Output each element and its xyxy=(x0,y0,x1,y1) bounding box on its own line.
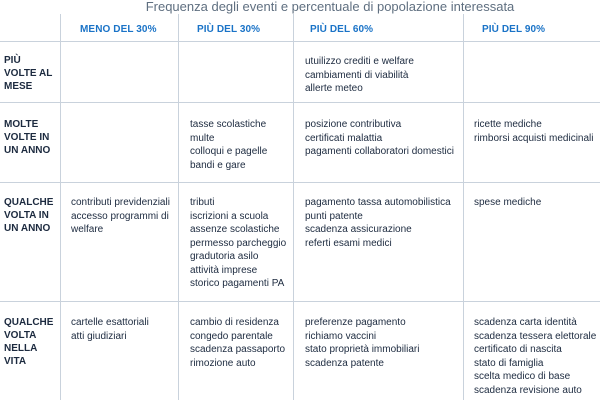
cell-item: pagamenti collaboratori domestici xyxy=(305,146,454,157)
cell-item: utuilizzo crediti e welfare xyxy=(305,56,414,67)
cell-r2-c4 xyxy=(474,118,593,145)
row-label-line: PIÙ xyxy=(4,55,21,66)
cell-item: iscrizioni a scuola xyxy=(190,210,269,222)
cell-item: allerte meteo xyxy=(305,83,363,94)
cell-item: storico pagamenti PA xyxy=(190,278,285,289)
cell-item: spese mediche xyxy=(474,197,542,208)
row-label-line: VOLTA IN xyxy=(4,210,49,221)
cell-item: cartelle esattoriali xyxy=(71,317,149,328)
cell-item: scadenza patente xyxy=(305,357,384,369)
row-label-line: MESE xyxy=(4,81,33,92)
cell-item: scelta medico di base xyxy=(474,371,571,382)
row-divider xyxy=(0,182,600,183)
cell-item: scadenza passaporto xyxy=(190,344,286,355)
cell-item: permesso parcheggio xyxy=(190,237,287,249)
cell-r4-c1 xyxy=(71,316,149,343)
column-divider xyxy=(293,14,294,400)
row-divider xyxy=(0,102,600,103)
cell-item: atti giudiziari xyxy=(71,330,127,342)
row-label-line: UN ANNO xyxy=(4,223,51,234)
row-label-line: UN ANNO xyxy=(4,145,51,156)
cell-item: referti esami medici xyxy=(305,237,392,249)
cell-item: stato di famiglia xyxy=(474,357,544,369)
row-label-line: QUALCHE xyxy=(4,317,54,328)
cell-item: assenze scolastiche xyxy=(190,224,280,235)
cell-r3-c3 xyxy=(305,196,451,250)
row-label-line: VOLTE AL xyxy=(4,68,53,79)
column-header-more-90: PIÙ DEL 90% xyxy=(482,24,546,35)
cell-r3-c2 xyxy=(190,196,286,291)
cell-item: gradutoria asilo xyxy=(190,251,259,262)
column-header-less-30: MENO DEL 30% xyxy=(80,24,157,35)
cell-item: ricette mediche xyxy=(474,119,542,130)
page-title: Frequenza degli eventi e percentuale di popolazione interessata xyxy=(145,0,515,14)
cell-item: scadenza tessera elettorale xyxy=(474,330,597,342)
cell-item: tasse scolastiche xyxy=(190,119,267,130)
row-label-some-times-year xyxy=(4,196,54,235)
row-label-line: MOLTE xyxy=(4,119,39,130)
cell-r2-c2 xyxy=(190,118,267,172)
cell-item: congedo parentale xyxy=(190,330,273,342)
cell-item: rimborsi acquisti medicinali xyxy=(474,132,594,144)
row-label-line: VOLTE IN xyxy=(4,132,50,143)
column-divider xyxy=(60,14,61,400)
cell-item: punti patente xyxy=(305,210,363,222)
row-label-some-times-life xyxy=(4,316,54,368)
cell-r4-c2 xyxy=(190,316,285,370)
cell-r4-c4 xyxy=(474,316,596,397)
cell-r3-c4 xyxy=(474,196,541,210)
row-divider xyxy=(0,301,600,302)
frequency-table xyxy=(0,14,600,400)
cell-item: stato proprietà immobiliari xyxy=(305,344,420,355)
row-label-line: NELLA xyxy=(4,343,38,354)
cell-item: multe xyxy=(190,132,215,144)
cell-item: colloqui e pagelle xyxy=(190,146,268,157)
column-divider xyxy=(463,14,464,400)
column-header-more-30: PIÙ DEL 30% xyxy=(197,24,261,35)
row-label-line: VOLTA xyxy=(4,330,37,341)
cell-item: scadenza carta identità xyxy=(474,317,577,328)
header-divider xyxy=(0,41,600,42)
cell-item: pagamento tassa automobilistica xyxy=(305,197,451,208)
cell-item: tributi xyxy=(190,197,215,208)
cell-item: scadenza assicurazione xyxy=(305,224,412,235)
cell-item: preferenze pagamento xyxy=(305,317,406,328)
row-label-more-times-month xyxy=(4,54,54,93)
column-header-more-60: PIÙ DEL 60% xyxy=(310,24,374,35)
cell-item: rimozione auto xyxy=(190,357,256,369)
column-divider xyxy=(178,14,179,400)
cell-r3-c1 xyxy=(71,196,170,237)
cell-r2-c3 xyxy=(305,118,454,159)
cell-item: certificato di nascita xyxy=(474,344,562,355)
cell-item: cambio di residenza xyxy=(190,317,279,328)
cell-item: richiamo vaccini xyxy=(305,330,377,342)
cell-item: bandi e gare xyxy=(190,159,246,171)
cell-r1-c3 xyxy=(305,55,414,96)
row-label-line: QUALCHE xyxy=(4,197,54,208)
cell-item: contributi previdenziali xyxy=(71,197,170,208)
row-label-line: VITA xyxy=(4,356,27,367)
cell-item: accesso programmi di xyxy=(71,210,169,222)
cell-item: welfare xyxy=(71,224,104,235)
cell-item: cambiamenti di viabilità xyxy=(305,69,409,81)
cell-item: posizione contributiva xyxy=(305,119,402,130)
cell-r4-c3 xyxy=(305,316,420,370)
cell-item: attività imprese xyxy=(190,264,258,276)
cell-item: certificati malattia xyxy=(305,132,383,144)
cell-item: scadenza revisione auto xyxy=(474,384,582,396)
row-label-many-times-year xyxy=(4,118,54,157)
